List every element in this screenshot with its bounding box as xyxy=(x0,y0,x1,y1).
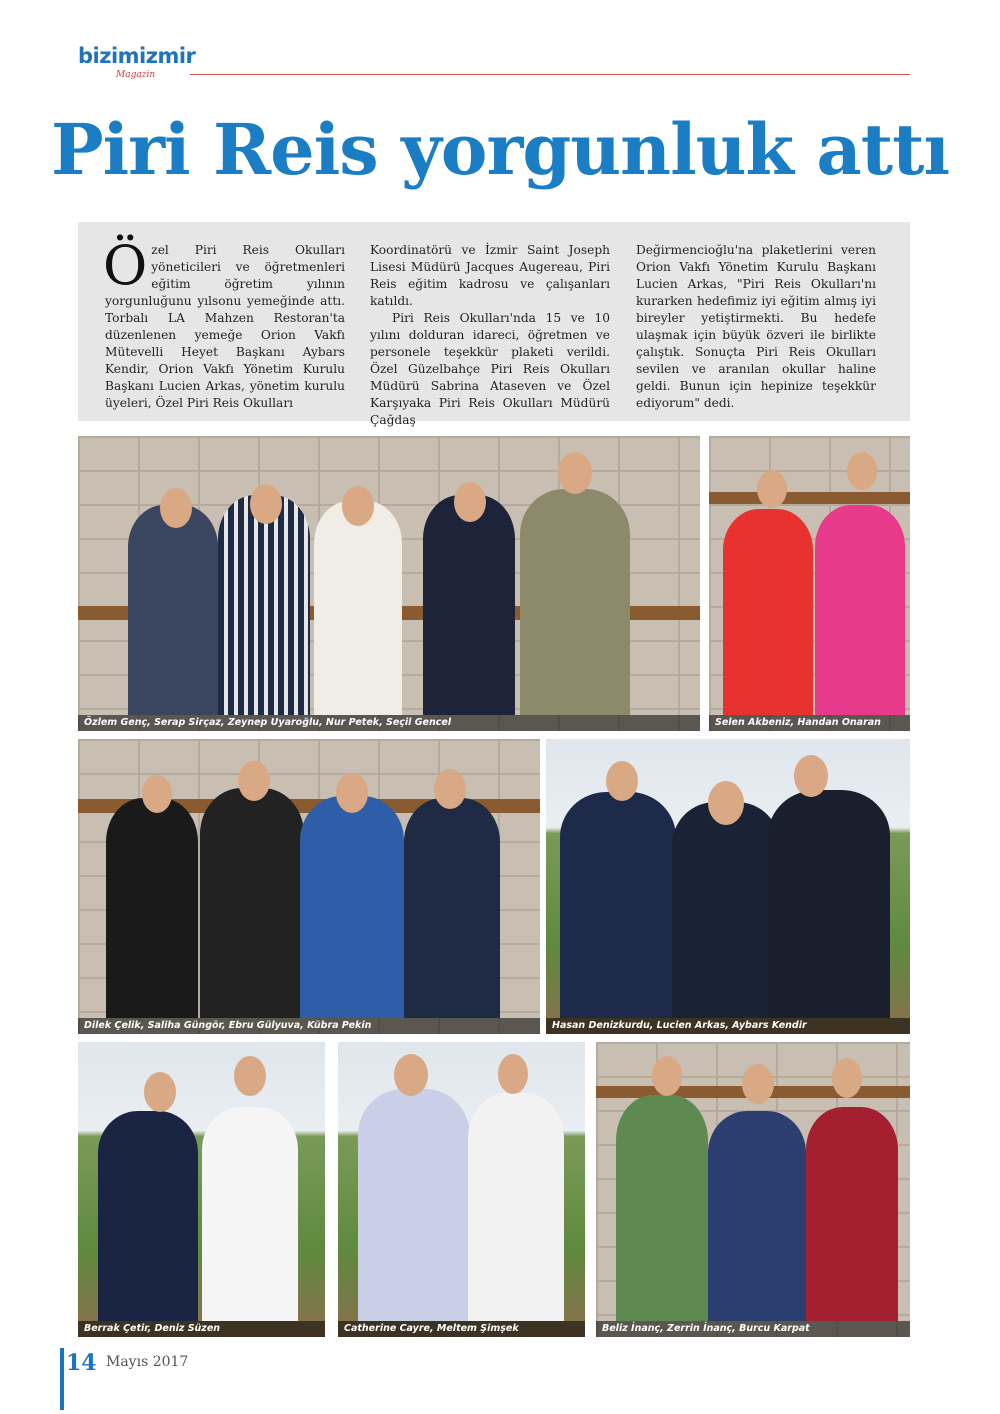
face xyxy=(454,482,486,522)
face xyxy=(757,470,787,508)
person xyxy=(218,495,310,715)
face xyxy=(606,761,638,801)
column-1-text: zel Piri Reis Okulları yöneticileri ve öğretmenleri eğitim öğretim yılının yorgunluğunu yılsonu yemeğinde attı. Torbalı LA Mahzen Restoran'ta düzenlenen yemeğe Orion Vakfı Mütevelli Heyet Başkanı Aybars Kendir, Orion Vakfı Yönetim Kurulu Başkanı Lucien Arkas, yönetim kurulu üyeleri, Özel Piri Reis Okulları xyxy=(105,243,345,410)
face xyxy=(498,1054,528,1094)
person xyxy=(98,1111,198,1321)
photo-group-five-women xyxy=(78,436,700,731)
person xyxy=(202,1107,298,1321)
person xyxy=(560,792,676,1018)
magazine-logo-sub: Magazin xyxy=(116,70,156,80)
photo-three-men xyxy=(546,739,910,1034)
face xyxy=(144,1072,176,1112)
article-column-2 xyxy=(370,242,610,429)
person xyxy=(815,505,905,715)
photo-caption: Hasan Denizkurdu, Lucien Arkas, Aybars Kendir xyxy=(546,1018,910,1034)
photo-caption: Özlem Genç, Serap Sirçaz, Zeynep Uyaroğlu, Nur Petek, Seçil Gencel xyxy=(78,715,700,731)
face xyxy=(652,1056,682,1096)
face xyxy=(234,1056,266,1096)
face xyxy=(142,775,172,813)
article-headline: Piri Reis yorgunluk attı xyxy=(50,108,950,191)
drop-cap: Ö xyxy=(103,234,148,297)
photo-caption: Berrak Çetir, Deniz Süzen xyxy=(78,1321,325,1337)
person xyxy=(128,505,218,715)
wooden-shelf xyxy=(709,492,910,504)
masthead xyxy=(78,44,910,90)
person xyxy=(106,798,198,1018)
face xyxy=(832,1058,862,1098)
person xyxy=(300,796,404,1018)
photo-two-women xyxy=(709,436,910,731)
face xyxy=(394,1054,428,1096)
column-2-paragraph-2: Piri Reis Okulları'nda 15 ve 10 yılını dolduran idareci, öğretmen ve personele teşekkür plaketi verildi. Özel Güzelbahçe Piri Reis Okulları Müdürü Sabrina Ataseven ve Özel Karşıyaka Piri Reis Okulları Müdürü Çağdaş xyxy=(370,311,610,427)
photo-two-women-outdoor xyxy=(338,1042,585,1337)
person xyxy=(768,790,890,1018)
face xyxy=(336,773,368,813)
face xyxy=(708,781,744,825)
person xyxy=(616,1095,708,1321)
footer-accent-bar xyxy=(60,1348,64,1410)
face xyxy=(742,1064,774,1104)
photo-four-women xyxy=(78,739,540,1034)
person xyxy=(404,798,500,1018)
face xyxy=(434,769,466,809)
face xyxy=(238,761,270,801)
person xyxy=(314,501,402,715)
person xyxy=(468,1093,564,1321)
person xyxy=(672,802,780,1018)
column-3-text: Değirmencioğlu'na plaketlerini veren Orion Vakfı Yönetim Kurulu Başkanı Lucien Arkas, "Piri Reis Okulları'nı kurarken hedefimiz iyi eğitim almış iyi bireyler yetiştirmekti. Bu hedefe ulaşmak için büyük özveri ile birlikte çalıştık. Sonuçta Piri Reis Okulları sevilen ve aranılan okullar haline geldi. Bunun için hepinize teşekkür ediyorum" dedi. xyxy=(636,243,876,410)
person xyxy=(358,1089,470,1321)
photo-caption: Catherine Cayre, Meltem Şimşek xyxy=(338,1321,585,1337)
person xyxy=(723,509,813,715)
person xyxy=(520,489,630,715)
face xyxy=(160,488,192,528)
article-column-3 xyxy=(636,242,876,412)
face xyxy=(250,484,282,524)
photo-caption: Beliz İnanç, Zerrin İnanç, Burcu Karpat xyxy=(596,1321,910,1337)
photo-three-women xyxy=(596,1042,910,1337)
issue-date: Mayıs 2017 xyxy=(106,1354,189,1370)
person xyxy=(200,788,304,1018)
person xyxy=(708,1111,806,1321)
face xyxy=(794,755,828,797)
face xyxy=(342,486,374,526)
page-number: 14 xyxy=(66,1350,97,1376)
face xyxy=(847,452,877,490)
article-body xyxy=(78,222,910,427)
person xyxy=(423,495,515,715)
magazine-logo: bizimizmir xyxy=(78,44,196,68)
article-column-1 xyxy=(103,234,345,412)
photo-two-women-outdoor xyxy=(78,1042,325,1337)
photo-caption: Dilek Çelik, Saliha Güngör, Ebru Gülyuva, Kübra Pekin xyxy=(78,1018,540,1034)
column-2-paragraph-1: Koordinatörü ve İzmir Saint Joseph Lisesi Müdürü Jacques Augereau, Piri Reis eğitim kadrosu ve çalışanları katıldı. xyxy=(370,243,610,308)
photo-caption: Selen Akbeniz, Handan Onaran xyxy=(709,715,910,731)
face xyxy=(558,452,592,494)
person xyxy=(806,1107,898,1321)
header-rule xyxy=(190,74,910,75)
